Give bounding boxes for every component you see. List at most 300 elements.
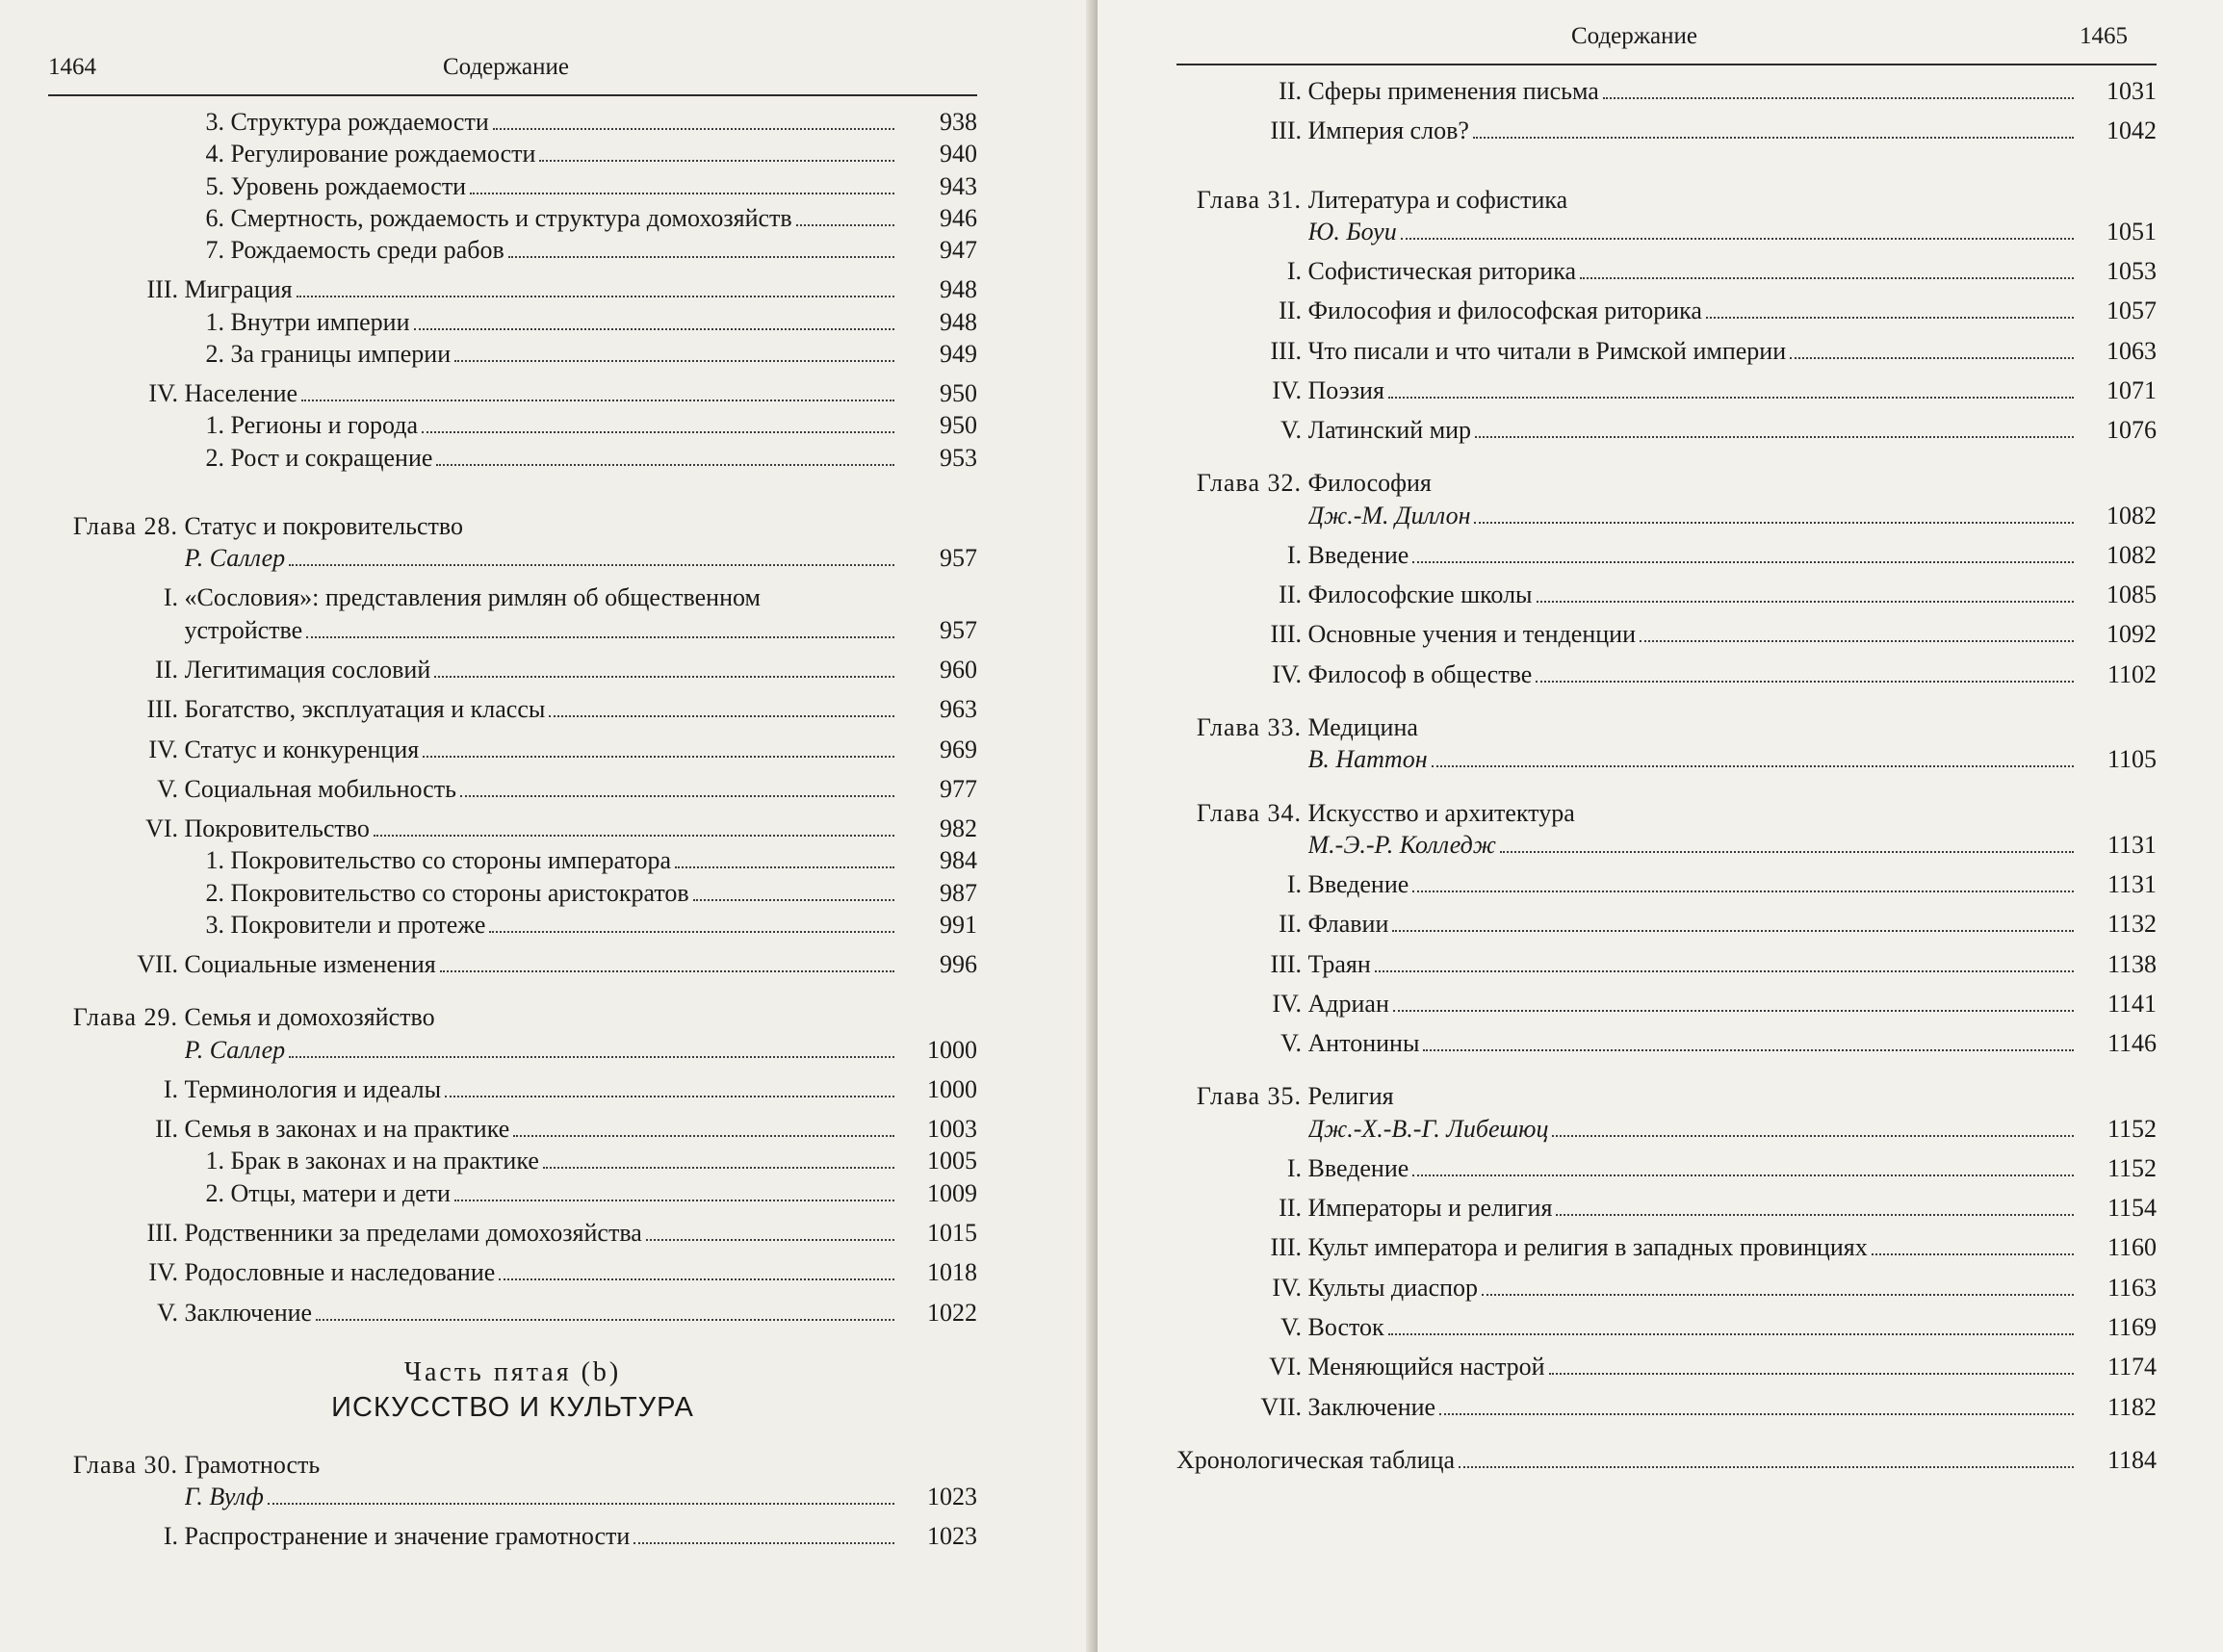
toc-entry[interactable]: [48, 693, 977, 725]
entry-title: Философ в обществе: [1307, 659, 1533, 688]
entry-title: Регионы и города: [230, 411, 419, 440]
chapter-heading[interactable]: [1176, 1080, 2157, 1112]
toc-entry[interactable]: [48, 1217, 977, 1249]
spacer: [1176, 1423, 2157, 1444]
dot-leader: [440, 970, 894, 972]
dot-leader: [1432, 765, 2074, 767]
spacer: [1176, 247, 2157, 255]
entry-title: Покровительство со стороны императора: [230, 846, 672, 875]
chapter-author[interactable]: [48, 542, 977, 574]
entry-number: II.: [1279, 910, 1302, 939]
entry-page-number: 977: [940, 774, 977, 803]
entry-number: III.: [1270, 949, 1302, 978]
chapter-author[interactable]: [1176, 743, 2157, 775]
left-page-number: 1464: [48, 54, 96, 80]
right-toc: [1176, 75, 2157, 1476]
entry-title: Ю. Боуи: [1307, 217, 1397, 245]
entry-page-number: 1018: [927, 1258, 977, 1287]
toc-entry[interactable]: [1176, 335, 2157, 367]
entry-number: Глава 35.: [1196, 1082, 1302, 1111]
entry-number: I.: [1286, 257, 1302, 286]
entry-page-number: 1000: [927, 1074, 977, 1103]
entry-number: IV.: [148, 735, 178, 763]
toc-entry[interactable]: [1176, 1231, 2157, 1263]
toc-entry[interactable]: [48, 813, 977, 844]
entry-number: III.: [1270, 336, 1302, 365]
entry-title: Отцы, матери и дети: [230, 1178, 451, 1207]
entry-title: Меняющийся настрой: [1307, 1353, 1545, 1381]
entry-page-number: 957: [940, 544, 977, 573]
dot-leader: [1475, 436, 2074, 438]
toc-entry[interactable]: [48, 1177, 977, 1209]
entry-title: Введение: [1307, 1153, 1409, 1182]
chapter-heading[interactable]: [48, 1449, 977, 1481]
toc-entry[interactable]: [48, 306, 977, 338]
entry-number: Глава 30.: [72, 1450, 178, 1479]
spacer: [1176, 1145, 2157, 1152]
entry-page-number: 1105: [2107, 745, 2157, 774]
toc-entry[interactable]: [1176, 948, 2157, 980]
spacer: [1176, 367, 2157, 374]
entry-title: Поэзия: [1307, 375, 1384, 404]
entry-title: Смертность, рождаемость и структура домохозяйств: [230, 203, 792, 232]
toc-entry[interactable]: [48, 409, 977, 441]
entry-number: VI.: [145, 814, 178, 843]
dot-leader: [1401, 238, 2074, 240]
entry-title: Основные учения и тенденции: [1307, 620, 1636, 649]
toc-entry[interactable]: [1176, 1152, 2157, 1184]
dot-leader: [470, 193, 894, 194]
dot-leader: [289, 564, 894, 566]
entry-page-number: 1082: [2107, 501, 2157, 529]
entry-title: Терминология и идеалы: [184, 1074, 442, 1103]
entry-page-number: 1146: [2107, 1029, 2157, 1058]
entry-page-number: 953: [940, 443, 977, 472]
dot-leader: [675, 866, 894, 868]
dot-leader: [1412, 1174, 2074, 1176]
spacer: [48, 805, 977, 813]
dot-leader: [1537, 601, 2074, 603]
entry-page-number: 1141: [2107, 989, 2157, 1018]
toc-entry[interactable]: [48, 442, 977, 474]
entry-page-number: 1051: [2107, 217, 2157, 245]
toc-entry[interactable]: [1176, 1351, 2157, 1382]
entry-page-number: 982: [940, 814, 977, 843]
toc-entry[interactable]: [48, 234, 977, 266]
dot-leader: [422, 431, 894, 433]
toc-entry[interactable]: [1176, 115, 2157, 146]
spacer: [1176, 1304, 2157, 1311]
entry-number: I.: [1286, 870, 1302, 899]
chapter-heading[interactable]: [48, 1001, 977, 1033]
entry-number: [48, 614, 178, 646]
dot-leader: [508, 256, 894, 258]
entry-title: Рост и сокращение: [230, 443, 433, 472]
toc-entry[interactable]: [48, 1520, 977, 1552]
entry-page-number: 1005: [927, 1147, 977, 1175]
dot-leader: [1872, 1253, 2074, 1255]
toc-entry[interactable]: [48, 948, 977, 980]
entry-page-number: 1152: [2107, 1114, 2157, 1143]
spacer: [48, 646, 977, 654]
dot-leader: [1549, 1373, 2074, 1375]
entry-number: V.: [1280, 416, 1302, 445]
entry-number: III.: [1270, 620, 1302, 649]
spacer: [1176, 1059, 2157, 1080]
entry-title: Философия: [1307, 469, 1432, 498]
spacer: [48, 941, 977, 948]
entry-number: IV.: [1272, 1273, 1302, 1302]
toc-entry[interactable]: [48, 338, 977, 370]
toc-entry[interactable]: [1176, 618, 2157, 650]
spacer: [1176, 690, 2157, 711]
dot-leader: [374, 835, 894, 837]
entry-title: Империя слов?: [1307, 116, 1469, 145]
toc-entry[interactable]: [1176, 374, 2157, 406]
dot-leader: [306, 636, 894, 638]
dot-leader: [1706, 317, 2074, 319]
entry-title: Семья и домохозяйство: [184, 1003, 435, 1032]
toc-entry[interactable]: [48, 202, 977, 234]
entry-page-number: 1169: [2107, 1312, 2157, 1341]
toc-entry[interactable]: [48, 614, 977, 646]
dot-leader: [1412, 891, 2074, 892]
entry-number: II.: [1279, 77, 1302, 105]
entry-page-number: 1131: [2107, 870, 2157, 899]
dot-leader: [301, 400, 894, 401]
spacer: [1176, 861, 2157, 868]
spacer: [48, 980, 977, 1001]
entry-title: Философские школы: [1307, 581, 1533, 609]
toc-entry[interactable]: [1176, 1272, 2157, 1304]
entry-title: Императоры и религия: [1307, 1194, 1553, 1223]
spacer: [1176, 571, 2157, 579]
dot-leader: [1640, 640, 2074, 642]
spacer: [48, 765, 977, 773]
entry-number: [1176, 216, 1302, 247]
entry-title: Миграция: [184, 275, 293, 304]
entry-title: Брак в законах и на практике: [230, 1147, 539, 1175]
dot-leader: [1552, 1135, 2074, 1137]
entry-number: I.: [163, 1522, 178, 1551]
dot-leader: [693, 899, 894, 901]
toc-entry[interactable]: [48, 844, 977, 876]
entry-page-number: 943: [940, 171, 977, 200]
entry-title: Покровительство со стороны аристократов: [230, 878, 689, 907]
toc-entry[interactable]: [1176, 579, 2157, 610]
toc-entry[interactable]: [1176, 1027, 2157, 1059]
entry-title: Р. Саллер: [184, 1035, 286, 1064]
part-title: ИСКУССТВО И КУЛЬТУРА: [331, 1391, 694, 1423]
toc-entry[interactable]: [48, 273, 977, 305]
entry-number: Глава 28.: [72, 511, 178, 540]
spacer: [1176, 941, 2157, 948]
entry-page-number: 1071: [2107, 375, 2157, 404]
entry-title: Флавии: [1307, 910, 1389, 939]
entry-title: Хронологическая таблица: [1176, 1445, 1456, 1474]
entry-title: Медицина: [1307, 712, 1418, 741]
entry-title: Восток: [1307, 1312, 1384, 1341]
entry-title: Уровень рождаемости: [230, 171, 467, 200]
toc-entry[interactable]: [48, 734, 977, 765]
entry-page-number: 1042: [2107, 116, 2157, 145]
toc-entry[interactable]: [48, 877, 977, 909]
spacer: [1176, 406, 2157, 414]
entry-number: [1176, 829, 1302, 861]
entry-page-number: 1053: [2107, 257, 2157, 286]
dot-leader: [489, 931, 894, 933]
dot-leader: [434, 676, 894, 678]
entry-page-number: 1174: [2107, 1353, 2157, 1381]
dot-leader: [1482, 1294, 2074, 1296]
entry-number: V.: [157, 1298, 178, 1327]
entry-page-number: 1160: [2107, 1233, 2157, 1262]
toc-entry[interactable]: [1176, 539, 2157, 571]
entry-number: [1176, 1113, 1302, 1145]
entry-number: V.: [1280, 1312, 1302, 1341]
entry-number: I.: [1286, 540, 1302, 569]
entry-title: Философия и философская риторика: [1307, 297, 1702, 325]
entry-title: Заключение: [1307, 1392, 1436, 1421]
toc-entry[interactable]: [1176, 255, 2157, 287]
chapter-author[interactable]: [48, 1034, 977, 1066]
dot-leader: [316, 1319, 894, 1321]
entry-title: Что писали и что читали в Римской империи: [1307, 336, 1787, 365]
entry-title: Г. Вулф: [184, 1483, 264, 1511]
toc-entry[interactable]: [48, 654, 977, 685]
entry-title: Латинский мир: [1307, 416, 1472, 445]
toc-entry[interactable]: [1176, 1391, 2157, 1423]
spacer: [1176, 1184, 2157, 1192]
toc-entry[interactable]: [48, 170, 977, 202]
dot-leader: [1500, 851, 2074, 853]
entry-number: II.: [1279, 1194, 1302, 1223]
dot-leader: [1388, 397, 2074, 399]
dot-leader: [460, 795, 894, 797]
entry-title: Родословные и наследование: [184, 1258, 496, 1287]
entry-page-number: 1015: [927, 1218, 977, 1247]
chapter-heading[interactable]: [48, 510, 977, 542]
toc-entry[interactable]: [1176, 414, 2157, 446]
right-page: [1098, 0, 2223, 1652]
entry-number: IV.: [1272, 989, 1302, 1018]
entry-number: I.: [163, 1074, 178, 1103]
entry-page-number: 1132: [2107, 910, 2157, 939]
chapter-author[interactable]: [1176, 500, 2157, 531]
entry-title: Покровители и протеже: [230, 910, 486, 939]
entry-page-number: 1085: [2107, 581, 2157, 609]
entry-title: Дж.-Х.-В.-Г. Либешюц: [1307, 1114, 1549, 1143]
dot-leader: [423, 756, 894, 758]
entry-page-number: 969: [940, 735, 977, 763]
entry-title: Введение: [1307, 540, 1409, 569]
dot-leader: [1423, 1049, 2074, 1051]
toc-entry[interactable]: [48, 1145, 977, 1176]
entry-title: Р. Саллер: [184, 544, 286, 573]
entry-number: IV.: [1272, 375, 1302, 404]
entry-number: III.: [146, 695, 178, 724]
entry-title: Легитимация сословий: [184, 655, 431, 684]
toc-entry[interactable]: [48, 1073, 977, 1105]
entry-title: Население: [184, 379, 298, 408]
entry-page-number: 1031: [2107, 77, 2157, 105]
chapter-heading[interactable]: [1176, 711, 2157, 743]
dot-leader: [1412, 561, 2074, 563]
spacer: [48, 726, 977, 734]
spacer: [1176, 1264, 2157, 1272]
entry-page-number: 940: [940, 140, 977, 168]
chapter-heading[interactable]: [1176, 797, 2157, 829]
dot-leader: [1393, 1010, 2074, 1012]
toc-entry[interactable]: [48, 106, 977, 138]
dot-leader: [1388, 1333, 2074, 1335]
entry-page-number: 1152: [2107, 1153, 2157, 1182]
spacer: [1176, 287, 2157, 295]
entry-number: III.: [1270, 116, 1302, 145]
toc-entry[interactable]: [1176, 295, 2157, 326]
entry-page-number: 963: [940, 695, 977, 724]
spacer: [1176, 446, 2157, 467]
entry-number: Глава 31.: [1196, 185, 1302, 214]
spacer: [1176, 1383, 2157, 1391]
toc-entry[interactable]: [48, 1113, 977, 1145]
entry-number: 2.: [205, 443, 224, 472]
entry-number: 2.: [205, 878, 224, 907]
right-page-number: 1465: [2080, 23, 2128, 49]
entry-number: 3.: [205, 108, 224, 136]
dot-leader: [1473, 137, 2074, 139]
entry-title: Введение: [1307, 870, 1409, 899]
dot-leader: [454, 1200, 894, 1201]
entry-number: 1.: [205, 307, 224, 336]
entry-number: 2.: [205, 339, 224, 368]
entry-page-number: 1092: [2107, 620, 2157, 649]
entry-title: Регулирование рождаемости: [230, 140, 536, 168]
spacer: [48, 1209, 977, 1217]
entry-number: [48, 542, 178, 574]
entry-number: 1.: [205, 1147, 224, 1175]
toc-entry[interactable]: [1176, 908, 2157, 940]
toc-entry[interactable]: [48, 773, 977, 805]
entry-title: Структура рождаемости: [230, 108, 489, 136]
entry-page-number: 1003: [927, 1115, 977, 1144]
entry-title: Дж.-М. Диллон: [1307, 501, 1471, 529]
entry-title: Адриан: [1307, 989, 1389, 1018]
entry-page-number: 1154: [2107, 1194, 2157, 1223]
dot-leader: [549, 715, 894, 717]
entry-title: устройстве: [184, 615, 303, 644]
entry-title: Богатство, эксплуатация и классы: [184, 695, 546, 724]
toc-entry[interactable]: [1176, 1311, 2157, 1343]
entry-number: [1176, 500, 1302, 531]
entry-title: Траян: [1307, 949, 1371, 978]
dot-leader: [445, 1096, 894, 1097]
toc-entry[interactable]: [48, 1256, 977, 1288]
entry-number: 6.: [205, 203, 224, 232]
chronology-entry[interactable]: [1176, 1444, 2157, 1476]
entry-page-number: 1131: [2107, 830, 2157, 859]
entry-title: Сферы применения письма: [1307, 77, 1599, 105]
entry-page-number: 950: [940, 411, 977, 440]
entry-page-number: 948: [940, 307, 977, 336]
dot-leader: [268, 1503, 894, 1505]
entry-title: В. Наттон: [1307, 745, 1428, 774]
entry-page-number: 1057: [2107, 297, 2157, 325]
entry-number: Глава 32.: [1196, 469, 1302, 498]
left-toc: [48, 106, 977, 1553]
dot-leader: [646, 1239, 894, 1241]
dot-leader: [1603, 97, 2074, 99]
toc-entry[interactable]: [48, 581, 977, 613]
entry-page-number: 1184: [2107, 1445, 2157, 1474]
dot-leader: [1459, 1466, 2074, 1468]
dot-leader: [1536, 681, 2074, 683]
entry-number: VII.: [137, 950, 178, 979]
right-running-head: Содержание: [1571, 23, 1697, 49]
spacer: [1176, 900, 2157, 908]
toc-entry[interactable]: [48, 909, 977, 941]
dot-leader: [414, 328, 895, 330]
toc-entry[interactable]: [1176, 75, 2157, 107]
right-page-header: [1176, 19, 2157, 65]
dot-leader: [1375, 970, 2074, 972]
entry-title: Распространение и значение грамотности: [184, 1522, 631, 1551]
spacer: [48, 474, 977, 510]
entry-number: VI.: [1269, 1353, 1302, 1381]
spacer: [48, 1249, 977, 1256]
entry-page-number: 1063: [2107, 336, 2157, 365]
entry-page-number: 1009: [927, 1178, 977, 1207]
entry-number: II.: [1279, 581, 1302, 609]
entry-number: III.: [1270, 1233, 1302, 1262]
chapter-author[interactable]: [1176, 1113, 2157, 1145]
toc-entry[interactable]: [1176, 988, 2157, 1020]
dot-leader: [289, 1056, 894, 1058]
dot-leader: [1790, 357, 2074, 359]
entry-page-number: 1023: [927, 1522, 977, 1551]
entry-title: Искусство и архитектура: [1307, 798, 1575, 827]
spacer: [48, 1289, 977, 1297]
toc-entry[interactable]: [48, 1297, 977, 1329]
spacer: [48, 266, 977, 273]
toc-entry[interactable]: [48, 138, 977, 169]
chapter-author[interactable]: [1176, 829, 2157, 861]
toc-entry[interactable]: [48, 377, 977, 409]
toc-entry[interactable]: [1176, 1192, 2157, 1224]
spacer: [48, 685, 977, 693]
chapter-author[interactable]: [1176, 216, 2157, 247]
chapter-heading[interactable]: [1176, 184, 2157, 216]
dot-leader: [297, 296, 894, 297]
toc-entry[interactable]: [1176, 868, 2157, 900]
spacer: [48, 370, 977, 377]
dot-leader: [1439, 1413, 2074, 1415]
entry-page-number: 948: [940, 275, 977, 304]
spacer: [1176, 147, 2157, 184]
entry-page-number: 946: [940, 203, 977, 232]
entry-title: Антонины: [1307, 1029, 1420, 1058]
spacer: [1176, 610, 2157, 618]
spacer: [1176, 980, 2157, 988]
chapter-author[interactable]: [48, 1481, 977, 1512]
chapter-heading[interactable]: [1176, 467, 2157, 499]
entry-title: Грамотность: [184, 1450, 321, 1479]
toc-entry[interactable]: [1176, 658, 2157, 690]
entry-number: II.: [155, 1115, 178, 1144]
entry-number: V.: [157, 774, 178, 803]
left-page-header: [48, 50, 977, 96]
part-label: Часть пятая (b): [403, 1356, 622, 1387]
